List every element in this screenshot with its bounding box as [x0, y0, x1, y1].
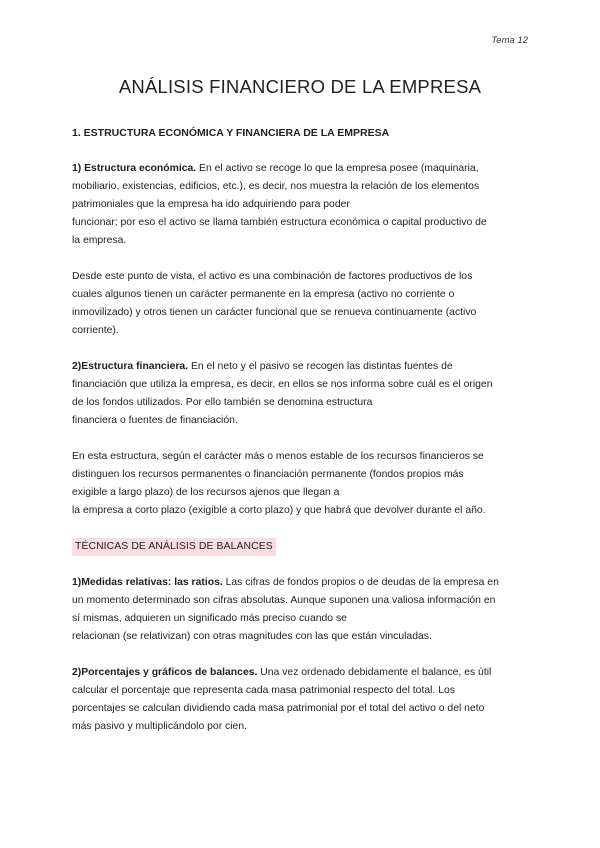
paragraph-recursos: [72, 448, 528, 520]
paragraph-lead: 2)Estructura financiera.: [72, 361, 189, 372]
text-line: funcionar; por eso el activo se llama también estructura económica o capital productivo de: [72, 217, 487, 228]
text-line: cuales algunos tienen un carácter permanente en la empresa (activo no corriente o: [72, 289, 455, 300]
text-line: relacionan (se relativizan) con otras magnitudes con las que están vinculadas.: [72, 631, 432, 642]
document-body: [72, 124, 528, 754]
text-line: inmovilizado) y otros tienen un carácter funcional que se renueva continuamente (activo: [72, 307, 477, 318]
paragraph-ratios: [72, 574, 528, 646]
text-line: financiación que utiliza la empresa, es decir, en ellos se nos informa sobre cuál es el origen: [72, 379, 493, 390]
paragraph-activo: [72, 268, 528, 340]
text-line: 1)Medidas relativas: las ratios. Las cifras de fondos propios o de deudas de la empresa en: [72, 577, 499, 588]
text-line: más pasivo y multiplicándolo por cien.: [72, 721, 247, 732]
text-line: Desde este punto de vista, el activo es una combinación de factores productivos de los: [72, 271, 473, 282]
text-line: patrimoniales que la empresa ha ido adquiriendo para poder: [72, 199, 350, 210]
text-line: la empresa a corto plazo (exigible a corto plazo) y que habrá que devolver durante el año.: [72, 505, 486, 516]
text-line: calcular el porcentaje que representa cada masa patrimonial respecto del total. Los: [72, 685, 455, 696]
paragraph-lead: 1) Estructura económica.: [72, 163, 197, 174]
section-heading-tecnicas: TÉCNICAS DE ANÁLISIS DE BALANCES: [72, 538, 276, 556]
text-line: sí mismas, adquieren un significado más preciso cuando se: [72, 613, 347, 624]
text-line: distinguen los recursos permanentes o financiación permanente (fondos propios más: [72, 469, 464, 480]
paragraph-estructura-economica: [72, 160, 528, 250]
text-line: 1) Estructura económica. En el activo se recoge lo que la empresa posee (maquinaria,: [72, 163, 479, 174]
page-title: ANÁLISIS FINANCIERO DE LA EMPRESA: [118, 76, 482, 97]
text-line: En esta estructura, según el carácter más o menos estable de los recursos financieros se: [72, 451, 484, 462]
section-heading-estructura: 1. ESTRUCTURA ECONÓMICA Y FINANCIERA DE LA EMPRESA: [72, 127, 390, 139]
text-line: 2)Estructura financiera. En el neto y el pasivo se recogen las distintas fuentes de: [72, 361, 453, 372]
text-line: de los fondos utilizados. Por ello también se denomina estructura: [72, 397, 373, 408]
paragraph-porcentajes: [72, 664, 528, 736]
text-line: un momento determinado son cifras absolutas. Aunque suponen una valiosa información en: [72, 595, 496, 606]
text-line: la empresa.: [72, 235, 127, 246]
topic-tag: Tema 12: [491, 35, 528, 46]
text-line: mobiliario, existencias, edificios, etc.), es decir, nos muestra la relación de los elementos: [72, 181, 480, 192]
text-line: financiera o fuentes de financiación.: [72, 415, 238, 426]
text-line: exigible a largo plazo) de los recursos ajenos que llegan a: [72, 487, 340, 498]
paragraph-lead: 1)Medidas relativas: las ratios.: [72, 577, 223, 588]
paragraph-estructura-financiera: [72, 358, 528, 430]
paragraph-lead: 2)Porcentajes y gráficos de balances.: [72, 667, 258, 678]
text-line: porcentajes se calculan dividiendo cada masa patrimonial por el total del activo o del neto: [72, 703, 485, 714]
text-line: 2)Porcentajes y gráficos de balances. Una vez ordenado debidamente el balance, es útil: [72, 667, 492, 678]
text-line: corriente).: [72, 325, 119, 336]
